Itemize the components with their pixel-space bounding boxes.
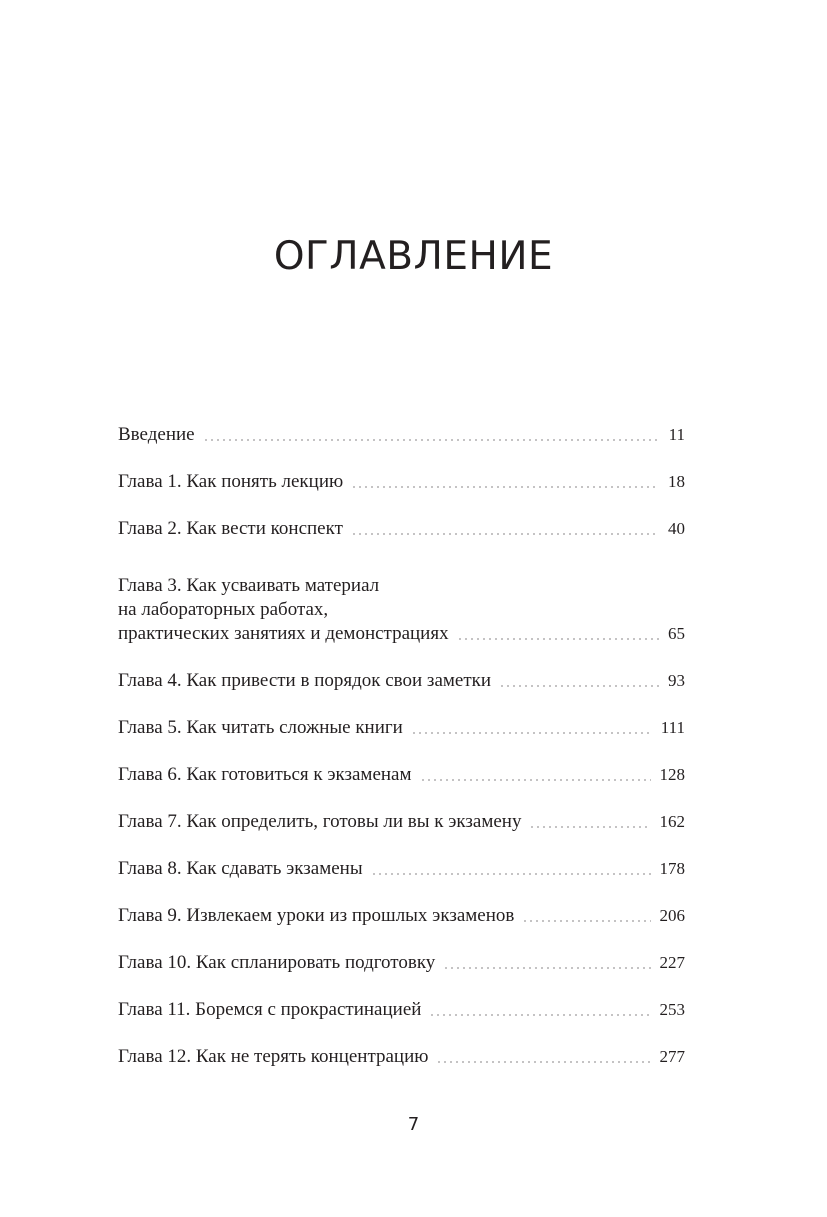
toc-page-number: 277 [659,1047,685,1066]
toc-page-number: 111 [660,718,685,737]
dot-leader [529,826,650,828]
dot-leader [371,873,651,875]
toc-entry-intro [118,423,685,447]
toc-entry-chapter-11 [118,998,685,1022]
dot-leader [499,685,659,687]
toc-entry-title [118,669,491,693]
dot-leader [420,779,651,781]
dot-leader [522,920,650,922]
dot-leader [457,638,659,640]
dot-leader [411,732,652,734]
toc-entry-title [118,904,514,928]
toc-entry-title-line: Глава 11. Боремся с прокрастинацией [118,999,422,1020]
toc-page-number: 11 [668,425,685,444]
toc-entry-title [118,517,343,541]
toc-entry-title-line: практических занятиях и демонстрациях [118,623,449,644]
toc-entry-title-line: Введение [118,424,195,445]
toc-page-number: 18 [668,472,685,491]
toc-entry-title-line: Глава 8. Как сдавать экзамены [118,858,363,879]
toc-entry-title [118,470,343,494]
toc-entry-title [118,574,449,646]
toc-entry-chapter-9 [118,904,685,928]
toc-entry-title-line: Глава 5. Как читать сложные книги [118,717,403,738]
toc-entry-title [118,951,435,975]
toc-entry-chapter-10 [118,951,685,975]
toc-entry-title-line: Глава 7. Как определить, готовы ли вы к экзамену [118,811,522,832]
dot-leader [443,967,650,969]
toc-entry-title [118,763,412,787]
toc-page-number: 128 [659,765,685,784]
toc-entry-title [118,423,195,447]
toc-entry-title [118,1045,428,1069]
toc-entry-title-line: Глава 4. Как привести в порядок свои заметки [118,670,492,691]
toc-entry-title-line: Глава 9. Извлекаем уроки из прошлых экзаменов [118,905,515,926]
toc-entry-chapter-1 [118,470,685,494]
dot-leader [436,1061,650,1063]
toc-page-number: 40 [668,519,685,538]
toc-entry-chapter-3 [118,574,685,646]
toc-entry-chapter-4 [118,669,685,693]
toc-entry-chapter-6 [118,763,685,787]
toc-entry-title-line: Глава 6. Как готовиться к экзаменам [118,764,412,785]
page-title: ОГЛАВЛЕНИЕ [273,234,554,279]
toc-entry-title-line: Глава 12. Как не терять концентрацию [118,1046,429,1067]
page-number: 7 [407,1114,420,1135]
toc-entry-title [118,998,421,1022]
toc-page-number: 93 [668,671,685,690]
toc-entry-title-line: Глава 1. Как понять лекцию [118,471,344,492]
toc-entry-chapter-7 [118,810,685,834]
toc-page-number: 162 [659,812,685,831]
toc-entry-title [118,810,521,834]
toc-entry-chapter-2 [118,517,685,541]
toc-entry-title [118,857,363,881]
toc-entry-chapter-12 [118,1045,685,1069]
toc-entry-title-line: Глава 2. Как вести конспект [118,518,343,539]
toc-page-number: 227 [659,953,685,972]
toc-entry-title [118,716,403,740]
toc-entry-title-line: Глава 10. Как спланировать подготовку [118,952,436,973]
toc-entry-title-line: Глава 3. Как усваивать материал [118,575,380,596]
dot-leader [351,486,659,488]
dot-leader [203,439,660,441]
toc-entry-title-line: на лабораторных работах, [118,599,329,620]
toc-page-number: 178 [659,859,685,878]
toc-entry-chapter-8 [118,857,685,881]
toc-page-number: 253 [659,1000,685,1019]
toc-page-number: 206 [659,906,685,925]
dot-leader [351,533,659,535]
dot-leader [429,1014,650,1016]
toc-page-number: 65 [668,624,685,643]
toc-entry-chapter-5 [118,716,685,740]
